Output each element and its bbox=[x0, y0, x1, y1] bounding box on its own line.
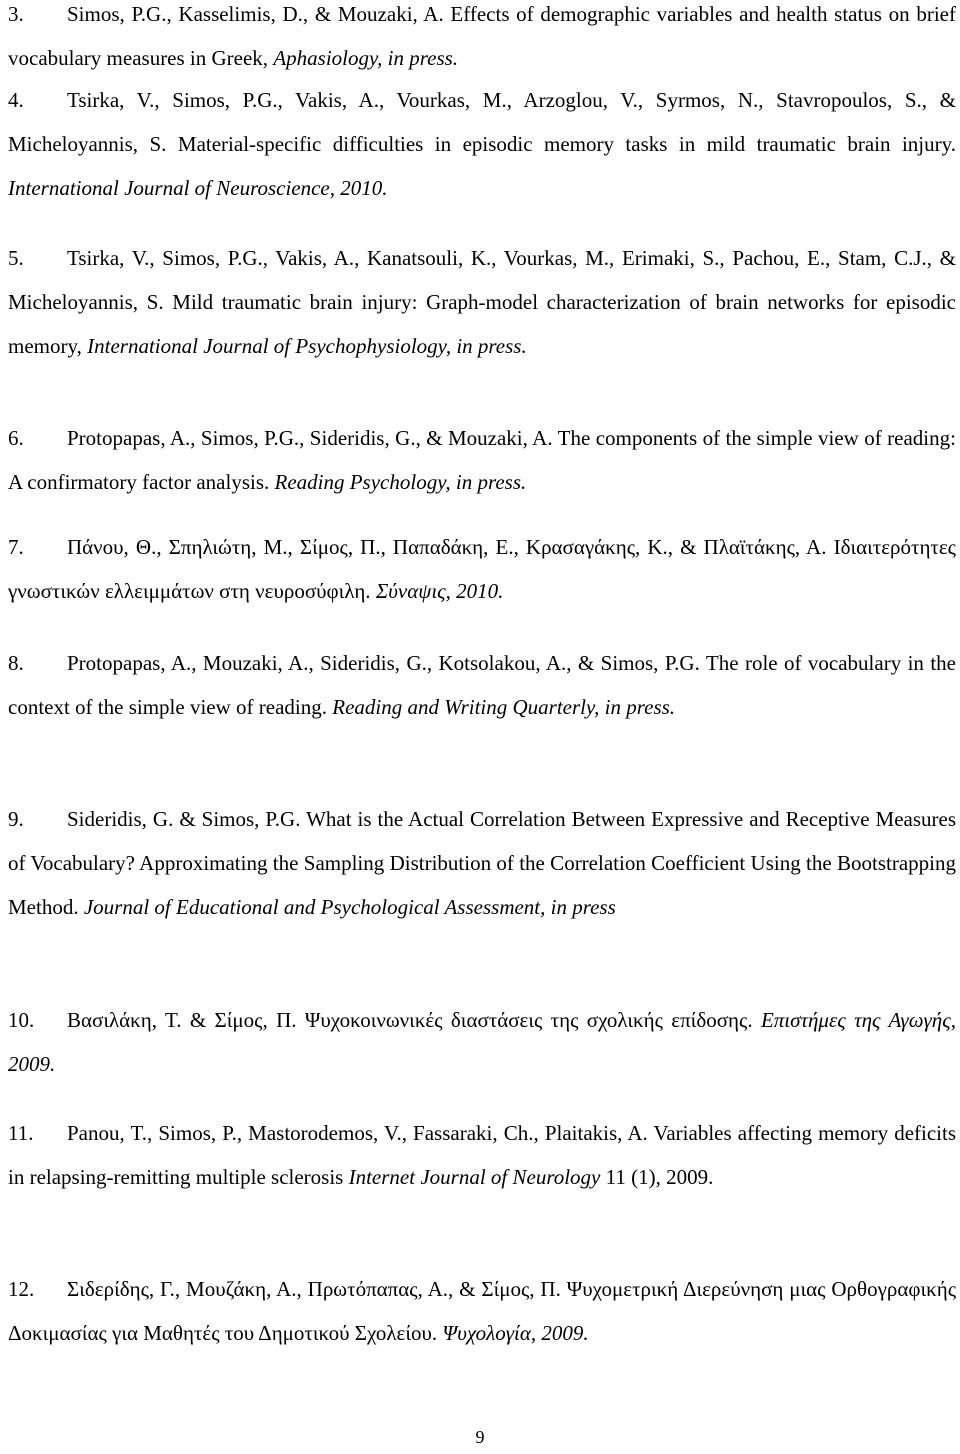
reference-10 bbox=[8, 998, 956, 1086]
reference-authors: Simos, P.G., Kasselimis, D., & Mouzaki, A. bbox=[67, 2, 444, 26]
reference-title: Ψυχοκοινωνικές διαστάσεις της σχολικής επίδοσης. bbox=[304, 1008, 753, 1032]
reference-title: Ιδιαιτερότητες γνωστικών ελλειμμάτων στη νευροσύφιλη. bbox=[8, 535, 956, 603]
reference-12 bbox=[8, 1267, 956, 1355]
reference-authors: Panou, T., Simos, P., Mastorodemos, V., Fassaraki, Ch., Plaitakis, A. bbox=[67, 1121, 648, 1145]
reference-number: 4. bbox=[8, 88, 24, 112]
reference-source: Reading Psychology, in press. bbox=[274, 470, 527, 494]
reference-authors: Protopapas, A., Mouzaki, A., Sideridis, G., Kotsolakou, A., & Simos, P.G. bbox=[67, 651, 700, 675]
reference-6 bbox=[8, 416, 956, 504]
reference-authors: Tsirka, V., Simos, P.G., Vakis, A., Kanatsouli, K., Vourkas, M., Erimaki, S., Pachou, E., Stam, C.J., & Micheloyannis, S. bbox=[8, 246, 956, 314]
reference-source: Ψυχολογία, 2009. bbox=[442, 1321, 589, 1345]
reference-title: The role of vocabulary in the context of the simple view of reading. bbox=[8, 651, 956, 719]
reference-source: International Journal of Psychophysiology, in press. bbox=[87, 334, 527, 358]
reference-3 bbox=[8, 0, 956, 80]
reference-source: Journal of Educational and Psychological Assessment, in press bbox=[83, 895, 616, 919]
reference-11 bbox=[8, 1111, 956, 1199]
reference-source: Aphasiology, in press. bbox=[273, 46, 459, 70]
reference-5 bbox=[8, 236, 956, 368]
page-number: 9 bbox=[475, 1427, 485, 1447]
reference-number: 9. bbox=[8, 807, 24, 831]
reference-number: 11. bbox=[8, 1121, 34, 1145]
reference-title: Material-specific difficulties in episodic memory tasks in mild traumatic brain injury. bbox=[177, 132, 956, 156]
reference-number: 6. bbox=[8, 426, 24, 450]
reference-number: 3. bbox=[8, 2, 24, 26]
reference-source: Επιστήμες της Αγωγής, 2009. bbox=[8, 1008, 956, 1076]
reference-title: Variables affecting memory deficits in relapsing-remitting multiple sclerosis bbox=[8, 1121, 956, 1189]
reference-number: 12. bbox=[8, 1277, 35, 1301]
reference-9 bbox=[8, 797, 956, 929]
reference-title: Ψυχομετρική Διερεύνηση μιας Ορθογραφικής Δοκιμασίας για Μαθητές του Δημοτικού Σχολείου. bbox=[8, 1277, 957, 1345]
reference-title: What is the Actual Correlation Between Expressive and Receptive Measures of Vocabulary? Approximating the Sampling Distribution of the Correlation Coefficient Using the Bootstrapping Method. bbox=[8, 807, 956, 919]
reference-number: 7. bbox=[8, 535, 24, 559]
reference-number: 5. bbox=[8, 246, 24, 270]
reference-title: The components of the simple view of reading: A confirmatory factor analysis. bbox=[8, 426, 956, 494]
reference-authors: Protopapas, A., Simos, P.G., Sideridis, G., & Mouzaki, A. bbox=[67, 426, 553, 450]
reference-authors: Πάνου, Θ., Σπηλιώτη, Μ., Σίμος, Π., Παπαδάκη, Ε., Κρασαγάκης, Κ., & Πλαϊτάκης, Α. bbox=[67, 535, 827, 559]
reference-source: Reading and Writing Quarterly, in press. bbox=[332, 695, 676, 719]
reference-authors: Sideridis, G. & Simos, P.G. bbox=[67, 807, 301, 831]
reference-source: Σύναψις, 2010. bbox=[375, 579, 504, 603]
reference-source: International Journal of Neuroscience, 2010. bbox=[8, 176, 388, 200]
reference-number: 10. bbox=[8, 1008, 35, 1032]
reference-4 bbox=[8, 78, 956, 210]
reference-number: 8. bbox=[8, 651, 24, 675]
reference-8 bbox=[8, 641, 956, 729]
reference-source: Internet Journal of Neurology bbox=[348, 1165, 601, 1189]
reference-7 bbox=[8, 525, 956, 613]
reference-authors: Σιδερίδης, Γ., Μουζάκη, Α., Πρωτόπαπας, Α., & Σίμος, Π. bbox=[67, 1277, 561, 1301]
reference-title: Effects of demographic variables and health status on brief vocabulary measures in Greek, bbox=[8, 2, 956, 70]
reference-authors: Βασιλάκη, Τ. & Σίμος, Π. bbox=[67, 1008, 297, 1032]
reference-volume: 11 (1), 2009. bbox=[605, 1165, 714, 1189]
reference-authors: Tsirka, V., Simos, P.G., Vakis, A., Vourkas, M., Arzoglou, V., Syrmos, N., Stavropoulos, S., & Micheloyannis, S. bbox=[8, 88, 956, 156]
reference-title: Mild traumatic brain injury: Graph-model characterization of brain networks for episodic memory, bbox=[8, 290, 956, 358]
